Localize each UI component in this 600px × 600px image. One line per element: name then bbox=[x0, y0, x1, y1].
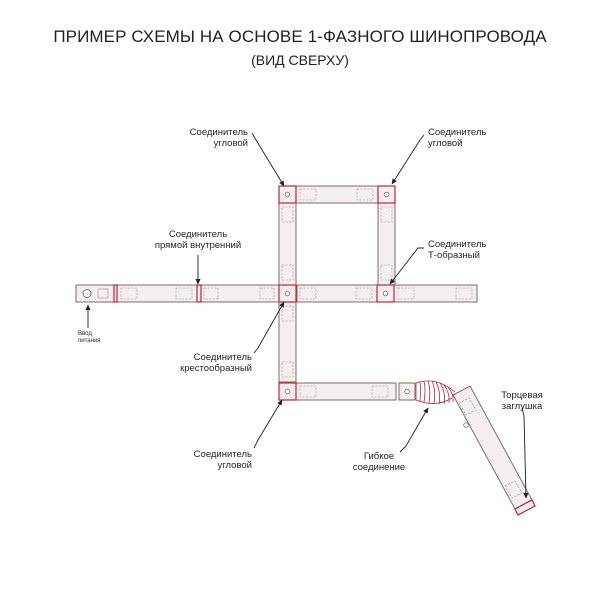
label-straight-connector: Соединитель прямой внутренний bbox=[154, 229, 242, 251]
label-end-cap: Торцевая заглушка bbox=[501, 390, 543, 412]
label-flexible-connection: Гибкое соединение bbox=[352, 451, 406, 473]
label-t-connector: Соединитель Т-образный bbox=[428, 239, 487, 261]
label-cross-connector: Соединитель крестообразный bbox=[180, 352, 252, 374]
arrow-corner-top-right bbox=[392, 135, 424, 184]
arrow-corner-bottom-left bbox=[254, 400, 282, 448]
label-corner-top-right: Соединитель угловой bbox=[428, 127, 487, 149]
track-segment-top bbox=[296, 186, 378, 203]
track-segment-right bbox=[393, 285, 477, 302]
connector-straight-left bbox=[114, 285, 117, 302]
feed-circle bbox=[83, 290, 91, 298]
label-corner-bottom-left: Соединитель угловой bbox=[193, 449, 252, 471]
track-segment-middle-right bbox=[297, 285, 377, 302]
label-feed: Ввод питания bbox=[78, 331, 101, 344]
track-segment-left-upper bbox=[279, 203, 296, 285]
label-corner-top-left: Соединитель угловой bbox=[189, 127, 248, 149]
flexible-connection bbox=[416, 381, 455, 404]
arrow-flexible bbox=[400, 408, 428, 452]
diagram-title: ПРИМЕР СХЕМЫ НА ОСНОВЕ 1-ФАЗНОГО ШИНОПРОВОДА bbox=[53, 27, 547, 46]
track-segment-bottom bbox=[296, 383, 396, 400]
connector-straight bbox=[197, 285, 201, 302]
track-segment-left-lower bbox=[279, 302, 296, 382]
track-segment-right-vertical bbox=[378, 203, 395, 285]
diagram-subtitle: (ВИД СВЕРХУ) bbox=[251, 52, 349, 68]
track-segment-middle-left bbox=[201, 285, 279, 302]
track-segment-left bbox=[117, 285, 197, 302]
track-segment-feed bbox=[76, 285, 114, 302]
arrow-corner-top-left bbox=[252, 133, 284, 186]
